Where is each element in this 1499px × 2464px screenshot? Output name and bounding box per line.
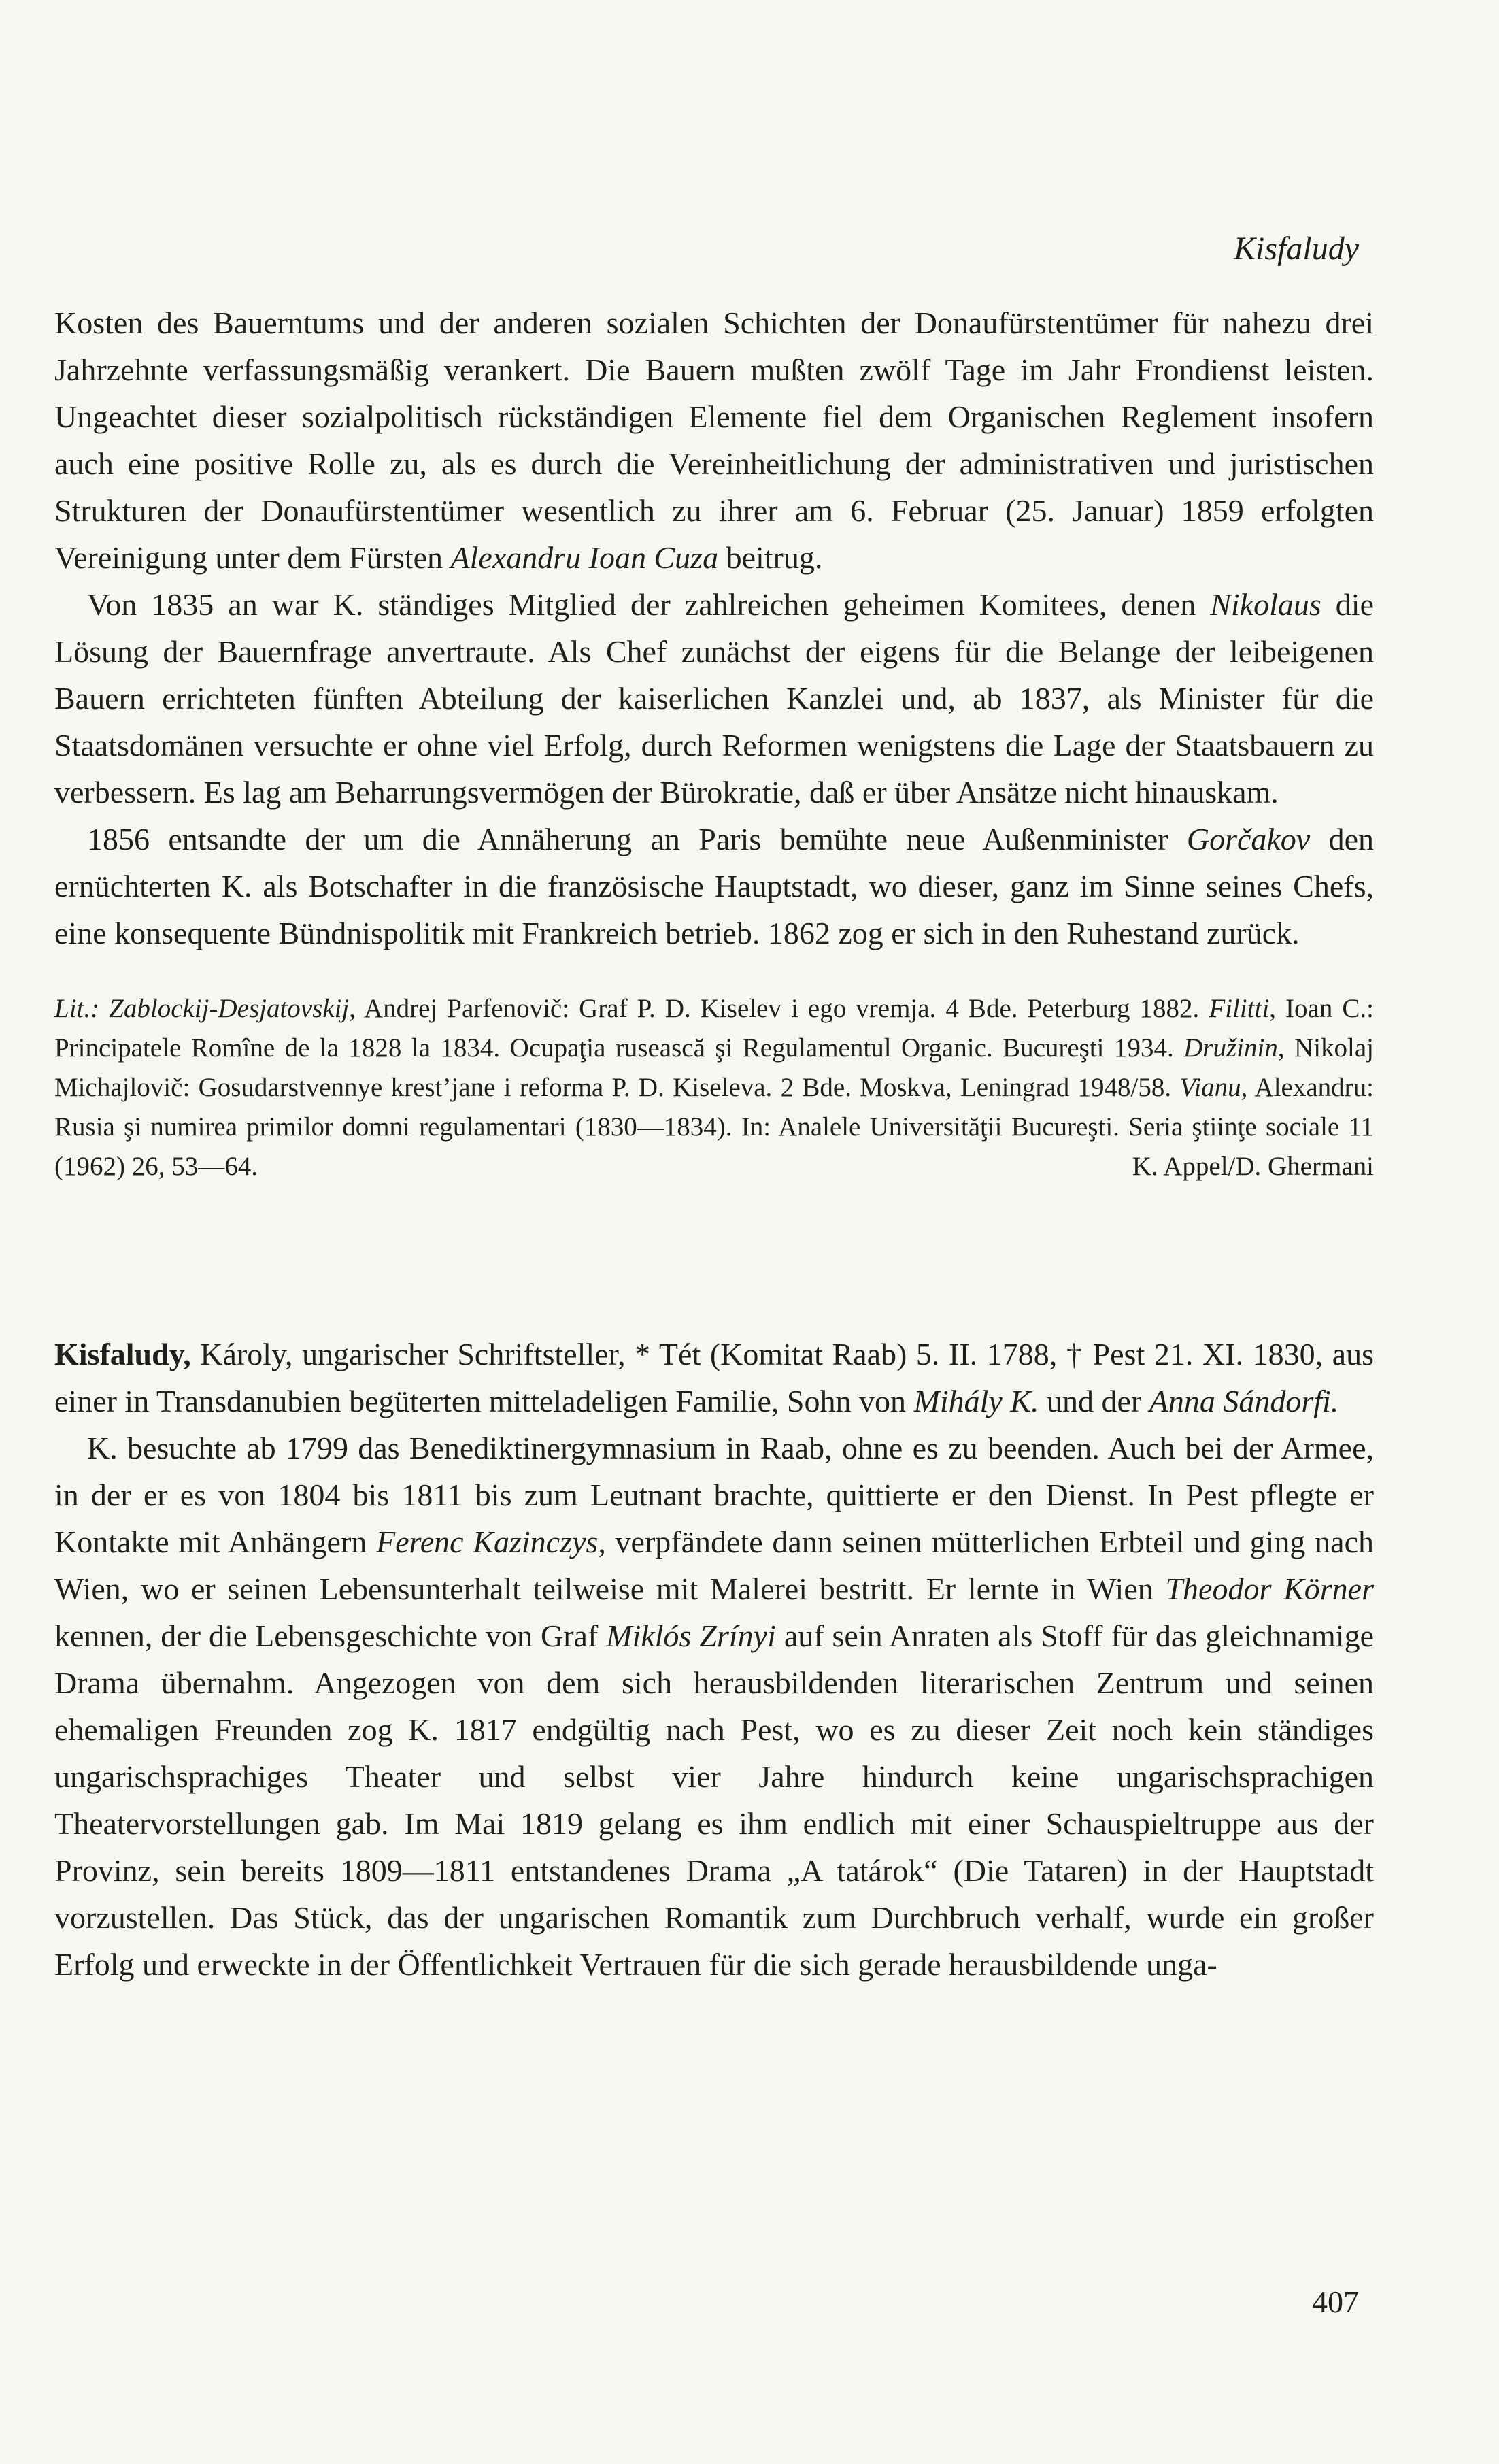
text-segment: und der (1039, 1384, 1149, 1418)
text-segment: Nikolaus (1210, 587, 1321, 622)
running-header-title: Kisfaludy (1233, 231, 1359, 267)
text-segment: Miklós Zrínyi (606, 1618, 776, 1653)
text-segment: Von 1835 an war K. ständiges Mitglied der zahlreichen geheimen Komitees, denen (87, 587, 1211, 622)
text-segment: Filitti (1209, 994, 1270, 1023)
kisfaludy-entry-head-paragraph (54, 1331, 1374, 1425)
text-segment: Ferenc Kazinczys (376, 1525, 599, 1559)
text-segment: kennen, der die Lebensgeschichte von Graf (54, 1618, 607, 1653)
text-segment: K. besuchte ab 1799 das Benediktinergymnasium in Raab, ohne es zu beenden. Auch bei der Armee, in der er es von 1804 bis 1811 bis zum Leutnant brachte, quittierte er den Dienst. In Pest pflegte er Kontakte mit Anhängern (54, 1431, 1374, 1559)
text-segment: , Alexandru: Rusia şi numirea primilor domni regulamentari (1830—1834). In: Analele Universităţii Bucureşti. Seria ştiinţe sociale 11 (1962) 26, 53—64. (54, 1073, 1374, 1181)
kiselev-botschafter-paragraph (54, 816, 1374, 956)
text-segment: auf sein Anraten als Stoff für das gleichnamige Drama übernahm. Angezogen von dem sich herausbildenden literarischen Zentrum und seinen ehemaligen Freunden zog K. 1817 endgültig nach Pest, wo es zu dieser Zeit noch kein ständiges ungarischsprachiges Theater und selbst vier Jahre hindurch keine ungarischsprachigen Theatervorstellungen gab. Im Mai 1819 gelang es ihm endlich mit einer Schauspieltruppe aus der Provinz, sein bereits 1809—1811 entstandenes Drama „A tatárok“ (Die Tataren) in der Hauptstadt vorzustellen. Das Stück, das der ungarischen Romantik zum Durchbruch verhalf, wurde ein großer Erfolg und erweckte in der Öffentlichkeit Vertrauen für die sich gerade herausbildende unga- (54, 1618, 1374, 1982)
text-segment: , Nikolaj Michajlovič: Gosudarstvennye krest’jane i reforma P. D. Kiseleva. 2 Bde. Moskva, Leningrad 1948/58. (54, 1033, 1375, 1102)
text-segment: Lit.: Zablockij-Desjatovskij (54, 994, 350, 1023)
kiselev-komitees-paragraph (54, 581, 1374, 816)
text-segment: Mihály K. (913, 1384, 1039, 1418)
text-segment: die Lösung der Bauernfrage anvertraute. Als Chef zunächst der eigens für die Belange der leibeigenen Bauern errichteten fünften Abteilung der kaiserlichen Kanzlei und, ab 1837, als Minister für die Staatsdomänen versuchte er ohne viel Erfolg, durch Reformen wenigstens die Lage der Staatsbauern zu verbessern. Es lag am Beharrungsvermögen der Bürokratie, daß er über Ansätze nicht hinauskam. (54, 587, 1374, 810)
text-segment: Kisfaludy, (54, 1337, 191, 1371)
text-segment: Vianu (1179, 1073, 1241, 1102)
text-segment: , verpfändete dann seinen mütterlichen Erbteil und ging nach Wien, wo er seinen Lebensunterhalt teilweise mit Malerei bestritt. Er lernte in Wien (54, 1525, 1375, 1606)
text-segment: 1856 entsandte der um die Annäherung an Paris bemühte neue Außenminister (87, 822, 1187, 856)
kiselev-literature-block (54, 989, 1374, 1186)
text-segment: den ernüchterten K. als Botschafter in die französische Hauptstadt, wo dieser, ganz im Sinne seines Chefs, eine konsequente Bündnispolitik mit Frankreich betrieb. 1862 zog er sich in den Ruhestand zurück. (54, 822, 1375, 950)
text-segment: Družinin (1183, 1033, 1278, 1063)
text-segment: beitrug. (718, 540, 823, 575)
page-text-block (54, 299, 1374, 1988)
page-number: 407 (1312, 2284, 1359, 2319)
kisfaludy-biography-paragraph (54, 1425, 1374, 1988)
kiselev-author-signature: K. Appel/D. Ghermani (1132, 1152, 1374, 1181)
kiselev-continuation-paragraph (54, 299, 1374, 581)
running-header (54, 230, 1359, 268)
text-segment: Kosten des Bauerntums und der anderen sozialen Schichten der Donaufürstentümer für nahezu drei Jahrzehnte verfassungsmäßig verankert. Die Bauern mußten zwölf Tage im Jahr Frondienst leisten. Ungeachtet dieser sozialpolitisch rückständigen Elemente fiel dem Organischen Reglement insofern auch eine positive Rolle zu, als es durch die Vereinheitlichung der administrativen und juristischen Strukturen der Donaufürstentümer wesentlich zu ihrer am 6. Februar (25. Januar) 1859 erfolgten Vereinigung unter dem Fürsten (54, 305, 1374, 575)
text-segment: Alexandru Ioan Cuza (450, 540, 719, 575)
text-segment: Károly, ungarischer Schriftsteller, * Tét (Komitat Raab) 5. II. 1788, † Pest 21. XI. 1830, aus einer in Transdanubien begüterten mitteladeligen Familie, Sohn von (54, 1337, 1374, 1418)
text-segment: Anna Sándorfi. (1149, 1384, 1339, 1418)
text-segment: , Ioan C.: Principatele Romîne de la 1828 la 1834. Ocupaţia rusească şi Regulamentul Organic. Bucureşti 1934. (54, 994, 1374, 1063)
text-segment: Theodor Körner (1165, 1571, 1374, 1606)
text-segment: Gorčakov (1186, 822, 1311, 856)
text-segment: , Andrej Parfenovič: Graf P. D. Kiselev i ego vremja. 4 Bde. Peterburg 1882. (349, 994, 1209, 1023)
